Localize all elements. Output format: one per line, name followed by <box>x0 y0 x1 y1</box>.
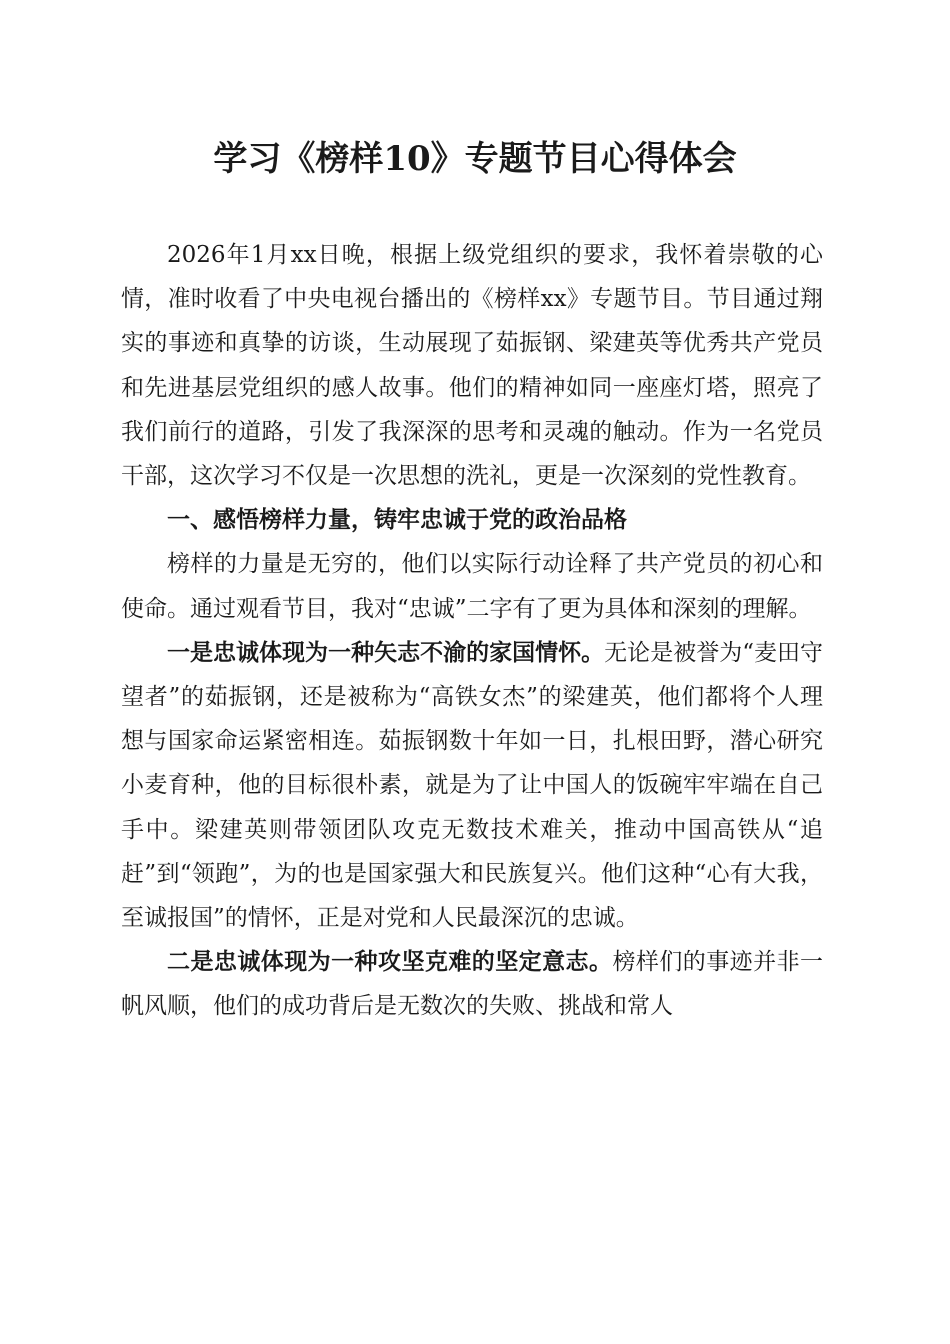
point-2-lead: 二是忠诚体现为一种攻坚克难的坚定意志。 <box>167 948 613 976</box>
point-1-paragraph <box>121 631 823 940</box>
section-heading-1: 一、感悟榜样力量，铸牢忠诚于党的政治品格 <box>167 507 627 534</box>
document-body <box>121 233 823 1029</box>
section-1-paragraph: 榜样的力量是无穷的，他们以实际行动诠释了共产党员的初心和使命。通过观看节目，我对“忠诚”二字有了更为具体和深刻的理解。 <box>121 551 823 622</box>
point-2-text: 榜样们的事迹并非一帆风顺，他们的成功背后是无数次的失败、挑战和常人 <box>121 949 824 1020</box>
intro-paragraph: 2026年1月xx日晚，根据上级党组织的要求，我怀着崇敬的心情，准时收看了中央电视台播出的《榜样xx》专题节目。节目通过翔实的事迹和真挚的访谈，生动展现了茹振钢、梁建英等优秀共产党员和先进基层党组织的感人故事。他们的精神如同一座座灯塔，照亮了我们前行的道路，引发了我深深的思考和灵魂的触动。作为一名党员干部，这次学习不仅是一次思想的洗礼，更是一次深刻的党性教育。 <box>121 242 823 490</box>
document-title: 学习《榜样10》专题节目心得体会 <box>213 139 737 179</box>
point-2-paragraph <box>121 940 823 1028</box>
point-1-lead: 一是忠诚体现为一种矢志不渝的家国情怀。 <box>167 638 605 666</box>
point-1-text: 无论是被誉为“麦田守望者”的茹振钢，还是被称为“高铁女杰”的梁建英，他们都将个人理想与国家命运紧密相连。茹振钢数十年如一日，扎根田野，潜心研究小麦育种，他的目标很朴素，就是为了让中国人的饭碗牢牢端在自己手中。梁建英则带领团队攻克无数技术难关，推动中国高铁从“追赶”到“领跑”，为的也是国家强大和民族复兴。他们这种“心有大我，至诚报国”的情怀，正是对党和人民最深沉的忠诚。 <box>121 639 824 932</box>
